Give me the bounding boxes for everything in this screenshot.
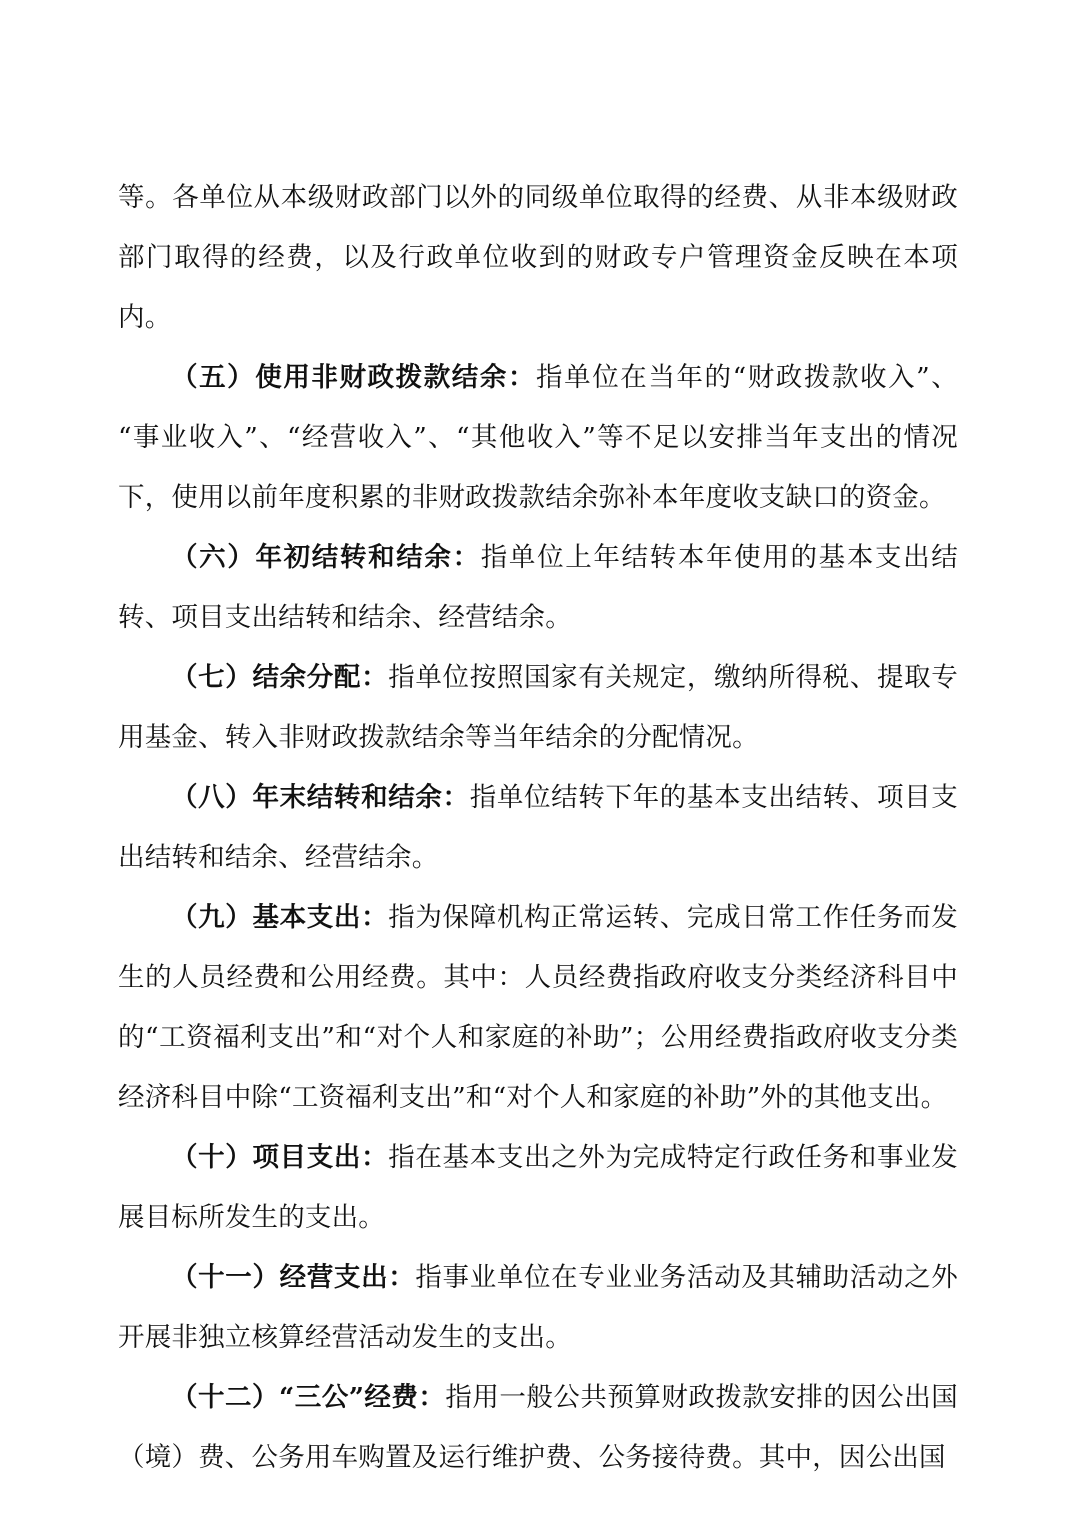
paragraph-item-7: （七）结余分配：指单位按照国家有关规定，缴纳所得税、提取专用基金、转入非财政拨款结余等当年结余的分配情况。	[118, 662, 958, 753]
paragraph-heading: （十）项目支出：	[171, 1142, 389, 1173]
paragraph-heading: （七）结余分配：	[171, 662, 389, 693]
paragraph-item-10: （十）项目支出：指在基本支出之外为完成特定行政任务和事业发展目标所发生的支出。	[118, 1142, 958, 1233]
paragraph-item-6: （六）年初结转和结余：指单位上年结转本年使用的基本支出结转、项目支出结转和结余、经营结余。	[118, 542, 958, 633]
paragraph-item-8: （八）年末结转和结余：指单位结转下年的基本支出结转、项目支出结转和结余、经营结余。	[118, 782, 958, 873]
paragraph-heading: （五）使用非财政拨款结余：	[171, 362, 537, 393]
paragraph-continuation: 等。各单位从本级财政部门以外的同级单位取得的经费、从非本级财政部门取得的经费，以及行政单位收到的财政专户管理资金反映在本项内。	[118, 182, 958, 333]
paragraph-heading: （六）年初结转和结余：	[171, 542, 481, 573]
document-body	[118, 168, 958, 1488]
paragraph-item-9: （九）基本支出：指为保障机构正常运转、完成日常工作任务而发生的人员经费和公用经费。其中：人员经费指政府收支分类经济科目中的“工资福利支出”和“对个人和家庭的补助”；公用经费指政府收支分类经济科目中除“工资福利支出”和“对个人和家庭的补助”外的其他支出。	[118, 902, 958, 1113]
paragraph-item-12: （十二）“三公”经费：指用一般公共预算财政拨款安排的因公出国（境）费、公务用车购置及运行维护费、公务接待费。其中，因公出国	[118, 1382, 958, 1473]
paragraph-heading: （八）年末结转和结余：	[171, 782, 470, 813]
paragraph-item-11: （十一）经营支出：指事业单位在专业业务活动及其辅助活动之外开展非独立核算经营活动发生的支出。	[118, 1262, 958, 1353]
paragraph-heading: （十一）经营支出：	[171, 1262, 416, 1293]
paragraph-heading: （十二）“三公”经费：	[171, 1382, 446, 1413]
paragraph-item-5: （五）使用非财政拨款结余：指单位在当年的“财政拨款收入”、“事业收入”、“经营收入”、“其他收入”等不足以安排当年支出的情况下，使用以前年度积累的非财政拨款结余弥补本年度收支缺口的资金。	[118, 362, 959, 513]
paragraph-heading: （九）基本支出：	[171, 902, 389, 933]
